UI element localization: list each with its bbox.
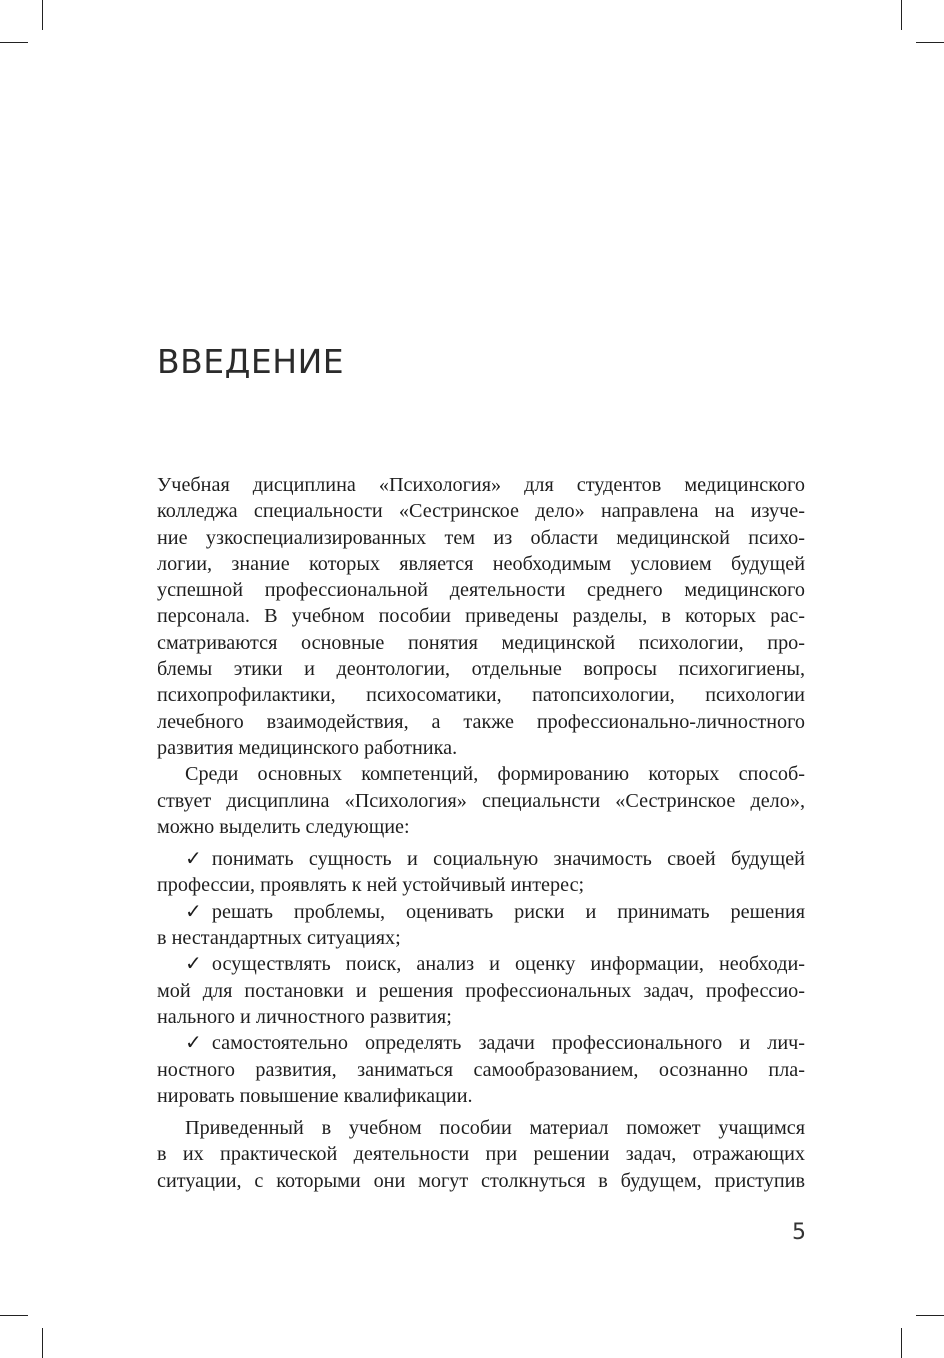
crop-mark [42, 0, 43, 30]
text-line: психопрофилактики, психосоматики, патопсихологии, психологии [157, 684, 805, 707]
text-line: Учебная дисциплина «Психология» для студентов медицинского [157, 474, 805, 496]
text-line: ствует дисциплина «Психология» специальнсти «Сестринское дело», [157, 789, 805, 812]
text-line: в нестандартных ситуациях; [157, 927, 401, 950]
competency-list [157, 846, 805, 1109]
competencies-paragraph [157, 761, 805, 840]
check-icon: ✓ [185, 848, 202, 871]
text-line: лечебного взаимодействия, а также профессионально-личностного [157, 710, 805, 733]
crop-mark [42, 1328, 43, 1358]
crop-mark [0, 42, 28, 43]
text-line: персонала. В учебном пособии приведены разделы, в которых рас- [157, 605, 805, 628]
text-line: ✓ понимать сущность и социальную значимость своей будущей [157, 846, 805, 872]
list-item [157, 846, 805, 899]
text-line: ностного развития, заниматься самообразованием, осознанно пла- [157, 1058, 805, 1081]
crop-mark [901, 0, 902, 30]
intro-paragraph [157, 472, 805, 761]
text-line: ✓ самостоятельно определять задачи профессионального и лич- [157, 1030, 805, 1056]
crop-mark [916, 42, 944, 43]
check-icon: ✓ [185, 953, 202, 976]
text-line: в их практической деятельности при решении задач, отражающих [157, 1143, 805, 1166]
crop-mark [916, 1315, 944, 1316]
text-line: колледжа специальности «Сестринское дело» направлена на изуче- [157, 500, 805, 523]
check-icon: ✓ [185, 900, 202, 923]
text-line: Среди основных компетенций, формированию которых способ- [185, 763, 805, 786]
check-icon: ✓ [185, 1032, 202, 1055]
body-text [157, 472, 805, 1194]
text-line: нировать повышение квалификации. [157, 1084, 473, 1107]
text-line: ✓ осуществлять поиск, анализ и оценку информации, необходи- [157, 951, 805, 977]
text-line: логии, знание которых является необходимым условием будущей [157, 552, 805, 575]
text-line: Приведенный в учебном пособии материал поможет учащимся [185, 1117, 805, 1140]
text-line: ситуации, с которыми они могут столкнуться в будущем, приступив [157, 1169, 805, 1192]
list-item [157, 951, 805, 1030]
text-line: ✓ решать проблемы, оценивать риски и принимать решения [157, 899, 805, 925]
text-line: развития медицинского работника. [157, 736, 458, 759]
text-line: ние узкоспециализированных тем из области медицинской психо- [157, 526, 805, 549]
text-line: успешной профессиональной деятельности среднего медицинского [157, 579, 805, 602]
list-item [157, 899, 805, 952]
text-line: можно выделить следующие: [157, 815, 410, 838]
text-line: блемы этики и деонтологии, отдельные вопросы психогигиены, [157, 658, 805, 681]
page-title: ВВЕДЕНИЕ [157, 342, 345, 381]
text-line: мой для постановки и решения профессиональных задач, профессио- [157, 979, 805, 1002]
crop-mark [0, 1315, 28, 1316]
crop-mark [901, 1328, 902, 1358]
text-line: нального и личностного развития; [157, 1005, 452, 1028]
text-line: сматриваются основные понятия медицинской психологии, про- [157, 631, 805, 654]
conclusion-paragraph [157, 1115, 805, 1194]
list-item [157, 1030, 805, 1109]
page-number: 5 [792, 1220, 806, 1245]
text-line: профессии, проявлять к ней устойчивый интерес; [157, 874, 585, 897]
